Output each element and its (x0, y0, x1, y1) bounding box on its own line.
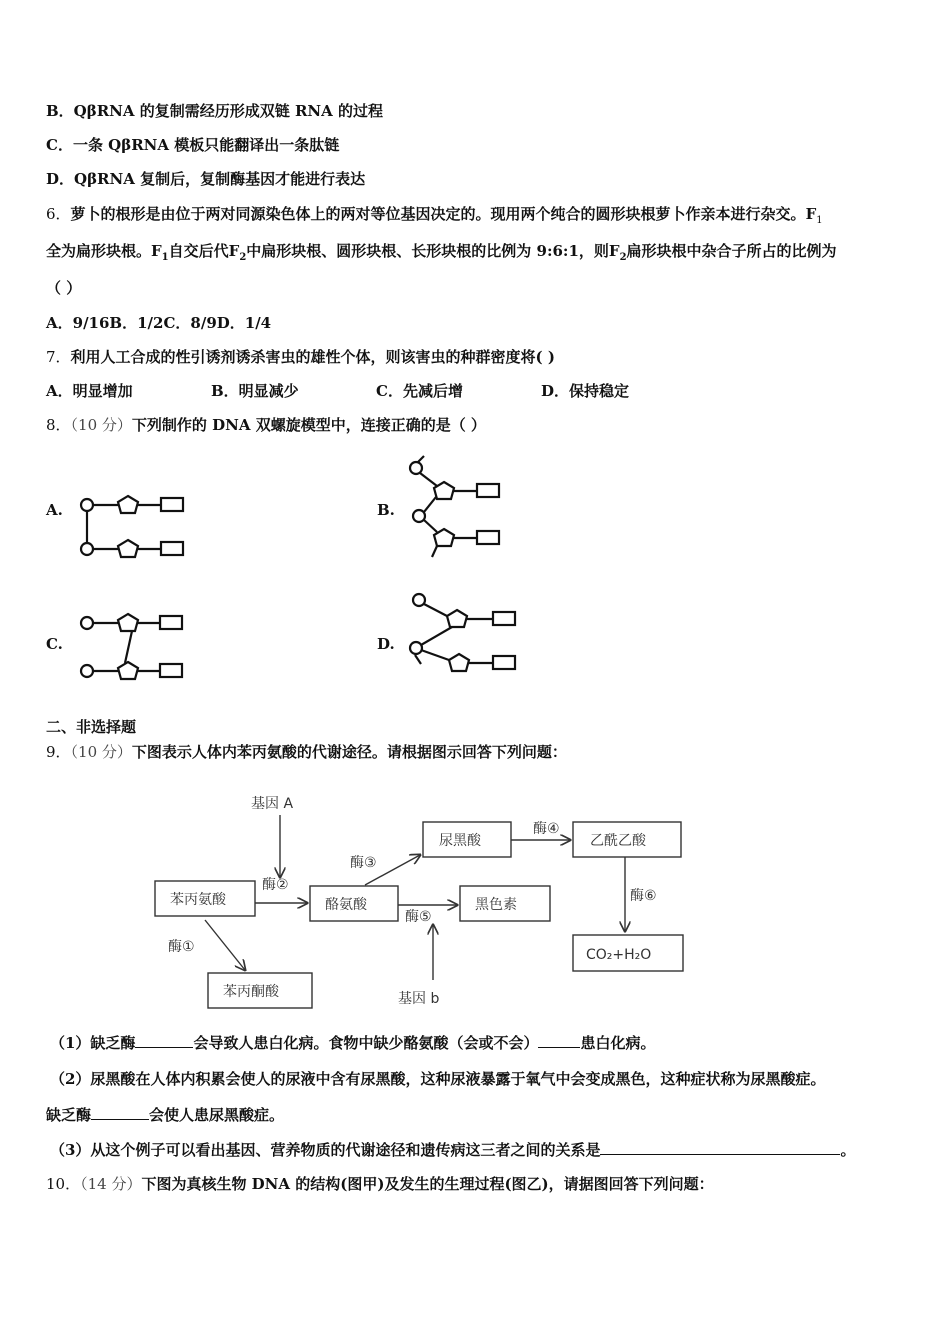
q6-f2: F (228, 242, 240, 260)
q8-label-c: C. (46, 635, 63, 653)
q6-f1-sub: 1 (816, 215, 823, 226)
section-2-heading: 二、非选择题 (46, 718, 137, 736)
text-tyrosine: 酪氨酸 (325, 897, 367, 913)
label-gene-b: 基因 b (398, 991, 440, 1007)
q8-score: （10 分） (70, 416, 132, 434)
q8-stem (46, 415, 486, 435)
q9-sub2-line2 (46, 1105, 284, 1125)
q6-f1b: F (151, 242, 162, 260)
label-enzyme-5: 酶⑤ (405, 909, 432, 925)
option-d-q5: D．QβRNA 复制后，复制酶基因才能进行表达 (46, 170, 366, 188)
metabolic-pathway-diagram (150, 785, 710, 1020)
q10-stem (46, 1174, 714, 1194)
q10-score: （14 分） (80, 1175, 142, 1193)
q6-paren: （ ） (46, 279, 82, 297)
text-homogentisic-acid: 尿黑酸 (439, 833, 481, 849)
q6-f2b: F (608, 242, 620, 260)
label-enzyme-2: 酶② (262, 877, 289, 893)
label-enzyme-3: 酶③ (350, 855, 377, 871)
q10-text: 下图为真核生物 DNA 的结构(图甲)及发生的生理过程(图乙)，请据图回答下列问题： (141, 1175, 714, 1193)
q6-text2a: 全为扁形块根。 (46, 242, 152, 260)
q7-option-c: C．先减后增 (376, 382, 463, 400)
q6-text2d: 扁形块根中杂合子所占的比例为 (626, 242, 837, 260)
q9-sub2-text-b: 缺乏酶 (46, 1106, 92, 1124)
q9-sub1-text-a: （1）缺乏酶 (50, 1034, 136, 1052)
q6-f2-sub: 2 (239, 252, 247, 263)
q9-sub1-text-b: 会导致人患白化病。食物中缺少酪氨酸（会或不会） (193, 1034, 539, 1052)
q7-option-a: A．明显增加 (46, 382, 133, 400)
q9-text: 下图表示人体内苯丙氨酸的代谢途径。请根据图示回答下列问题： (131, 743, 567, 761)
text-phenylalanine: 苯丙氨酸 (170, 892, 226, 908)
answer-blank-4[interactable] (600, 1140, 840, 1155)
label-enzyme-1: 酶① (168, 939, 195, 955)
q9-stem (46, 742, 567, 762)
q6-text1: 萝卜的根形是由位于两对同源染色体上的两对等位基因决定的。现用两个纯合的圆形块根萝卜作亲本进行杂交。 (70, 205, 806, 223)
q9-sub1-text-c: 患白化病。 (580, 1034, 656, 1052)
q7-stem (46, 347, 555, 367)
q9-sub2-text-c: 会使人患尿黑酸症。 (149, 1106, 285, 1124)
text-melanin: 黑色素 (475, 897, 517, 913)
arrow-enzyme-1 (205, 920, 245, 970)
answer-blank-2[interactable] (538, 1033, 580, 1048)
option-c-q5: C．一条 QβRNA 模板只能翻译出一条肽链 (46, 136, 340, 154)
q8-number: 8． (46, 416, 71, 434)
text-co2-h2o: CO₂+H₂O (586, 947, 652, 963)
q6-f1: F (805, 205, 817, 223)
q10-number: 10． (46, 1175, 81, 1193)
dna-model-b (402, 452, 507, 562)
q7-option-b: B．明显减少 (211, 382, 299, 400)
text-acetoacetic-acid: 乙酰乙酸 (590, 833, 646, 849)
q6-line2 (46, 241, 837, 268)
q6-f2b-sub: 2 (619, 252, 627, 263)
q7-number: 7． (46, 348, 71, 366)
option-b-q5: B．QβRNA 的复制需经历形成双链 RNA 的过程 (46, 102, 384, 120)
q9-sub3-text-b: 。 (840, 1141, 856, 1159)
q9-sub3 (50, 1140, 855, 1160)
q9-score: （10 分） (70, 743, 132, 761)
q9-number: 9． (46, 743, 71, 761)
label-enzyme-4: 酶④ (533, 821, 560, 837)
q7-option-d: D．保持稳定 (541, 382, 630, 400)
q8-label-a: A. (46, 501, 63, 519)
q6-f1b-sub: 1 (161, 252, 169, 263)
q8-text: 下列制作的 DNA 双螺旋模型中，连接正确的是（ ） (131, 416, 486, 434)
q9-sub2-line1: （2）尿黑酸在人体内积累会使人的尿液中含有尿黑酸，这种尿液暴露于氧气中会变成黑色，这种症状称为尿黑酸症。 (50, 1070, 826, 1088)
dna-model-a (76, 485, 191, 565)
label-gene-a: 基因 A (251, 796, 294, 812)
q6-number: 6． (46, 205, 71, 223)
label-enzyme-6: 酶⑥ (630, 888, 657, 904)
answer-blank-3[interactable] (91, 1105, 149, 1120)
q8-label-b: B. (377, 501, 395, 519)
q9-sub1 (50, 1033, 655, 1053)
q6-options: A．9/16B．1/2C．8/9D．1/4 (46, 314, 272, 332)
q9-sub3-text-a: （3）从这个例子可以看出基因、营养物质的代谢途径和遗传病这三者之间的关系是 (50, 1141, 601, 1159)
answer-blank-1[interactable] (135, 1033, 193, 1048)
q7-text: 利用人工合成的性引诱剂诱杀害虫的雄性个体，则该害虫的种群密度将( ) (70, 348, 555, 366)
text-phenylpyruvic-acid: 苯丙酮酸 (223, 984, 279, 1000)
q6-text2c: 中扁形块根、圆形块根、长形块根的比例为 9:6:1，则 (246, 242, 609, 260)
dna-model-c (76, 607, 191, 689)
q6-text2b: 自交后代 (168, 242, 229, 260)
q8-label-d: D. (377, 635, 395, 653)
q6-line1 (46, 204, 823, 231)
dna-model-d (405, 588, 525, 688)
